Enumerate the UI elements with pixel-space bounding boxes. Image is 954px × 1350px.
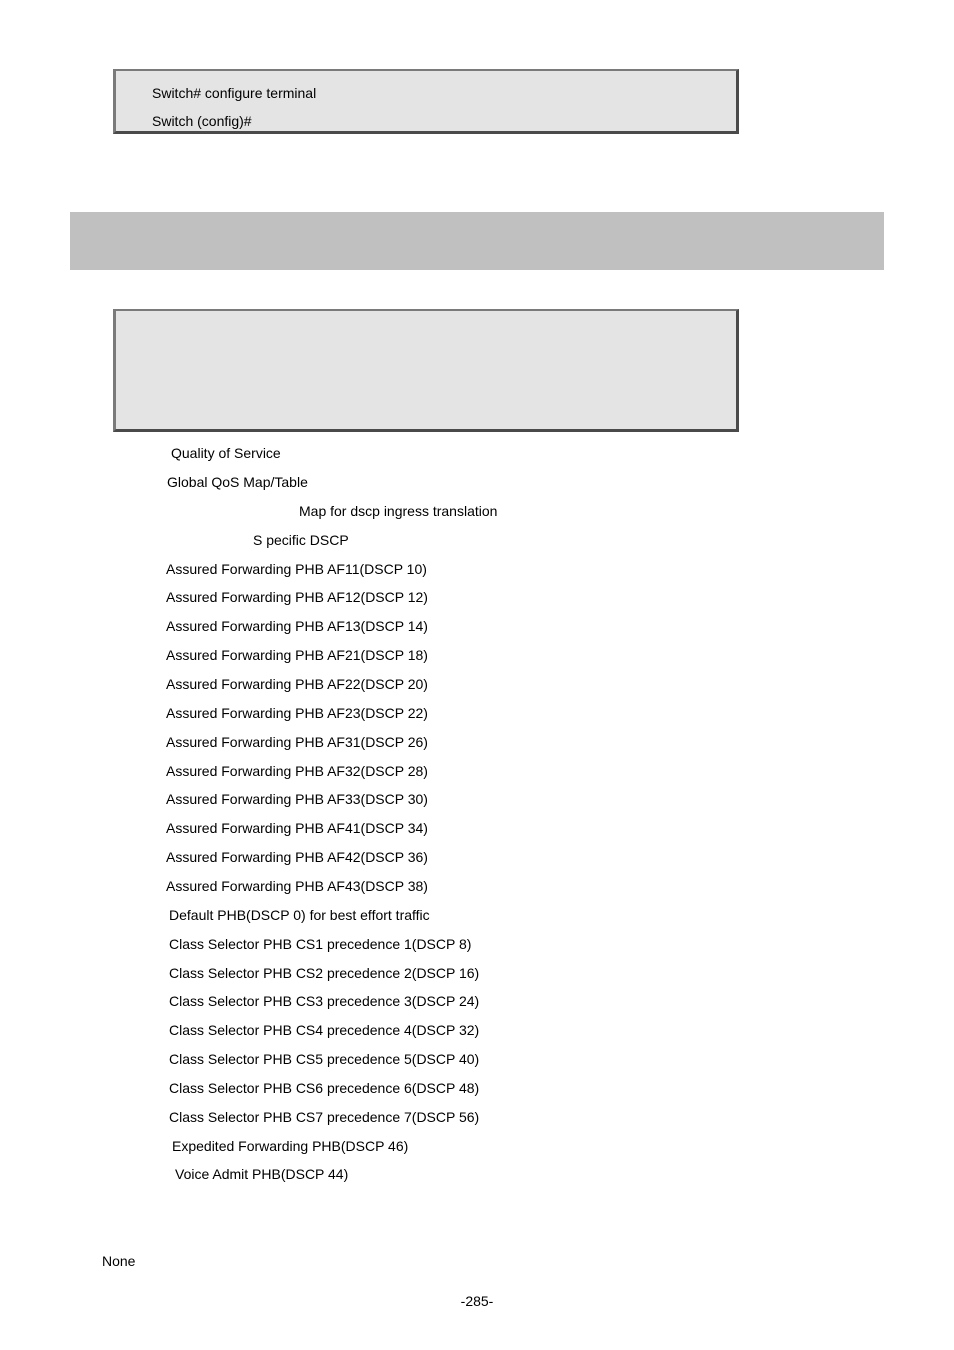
list-item: Assured Forwarding PHB AF23(DSCP 22)	[166, 705, 428, 721]
list-item: Assured Forwarding PHB AF13(DSCP 14)	[166, 618, 428, 634]
list-item: Voice Admit PHB(DSCP 44)	[175, 1166, 349, 1182]
list-item: Class Selector PHB CS5 precedence 5(DSCP 40)	[169, 1051, 480, 1067]
list-item: Class Selector PHB CS7 precedence 7(DSCP 56)	[169, 1109, 480, 1125]
list-item: Class Selector PHB CS6 precedence 6(DSCP 48)	[169, 1080, 480, 1096]
default-value: None	[102, 1253, 136, 1269]
list-item: Class Selector PHB CS3 precedence 3(DSCP 24)	[169, 993, 480, 1009]
list-item: Assured Forwarding PHB AF11(DSCP 10)	[166, 561, 427, 577]
code-line: Switch# configure terminal	[152, 85, 317, 101]
list-item: Assured Forwarding PHB AF31(DSCP 26)	[166, 734, 428, 750]
list-item: Expedited Forwarding PHB(DSCP 46)	[172, 1138, 409, 1154]
list-item: Assured Forwarding PHB AF21(DSCP 18)	[166, 647, 428, 663]
list-item: Assured Forwarding PHB AF43(DSCP 38)	[166, 878, 428, 894]
page-number: -285-	[460, 1293, 494, 1309]
list-item: Map for dscp ingress translation	[299, 503, 498, 519]
list-item: Class Selector PHB CS1 precedence 1(DSCP 8)	[169, 936, 472, 952]
list-item: Assured Forwarding PHB AF33(DSCP 30)	[166, 791, 428, 807]
list-item: Default PHB(DSCP 0) for best effort traffic	[169, 907, 430, 923]
section-heading-bar	[70, 212, 884, 270]
list-item: Class Selector PHB CS4 precedence 4(DSCP 32)	[169, 1022, 480, 1038]
list-item: Assured Forwarding PHB AF12(DSCP 12)	[166, 589, 428, 605]
list-item: Assured Forwarding PHB AF32(DSCP 28)	[166, 763, 428, 779]
list-item: Global QoS Map/Table	[167, 474, 308, 490]
list-item: Quality of Service	[171, 445, 281, 461]
list-item: Assured Forwarding PHB AF41(DSCP 34)	[166, 820, 428, 836]
list-item: S pecific DSCP	[253, 532, 349, 548]
list-item: Class Selector PHB CS2 precedence 2(DSCP 16)	[169, 965, 480, 981]
command-syntax-box	[113, 309, 739, 432]
code-line: Switch (config)#	[152, 113, 252, 129]
command-example-box	[113, 69, 739, 134]
list-item: Assured Forwarding PHB AF22(DSCP 20)	[166, 676, 428, 692]
list-item: Assured Forwarding PHB AF42(DSCP 36)	[166, 849, 428, 865]
